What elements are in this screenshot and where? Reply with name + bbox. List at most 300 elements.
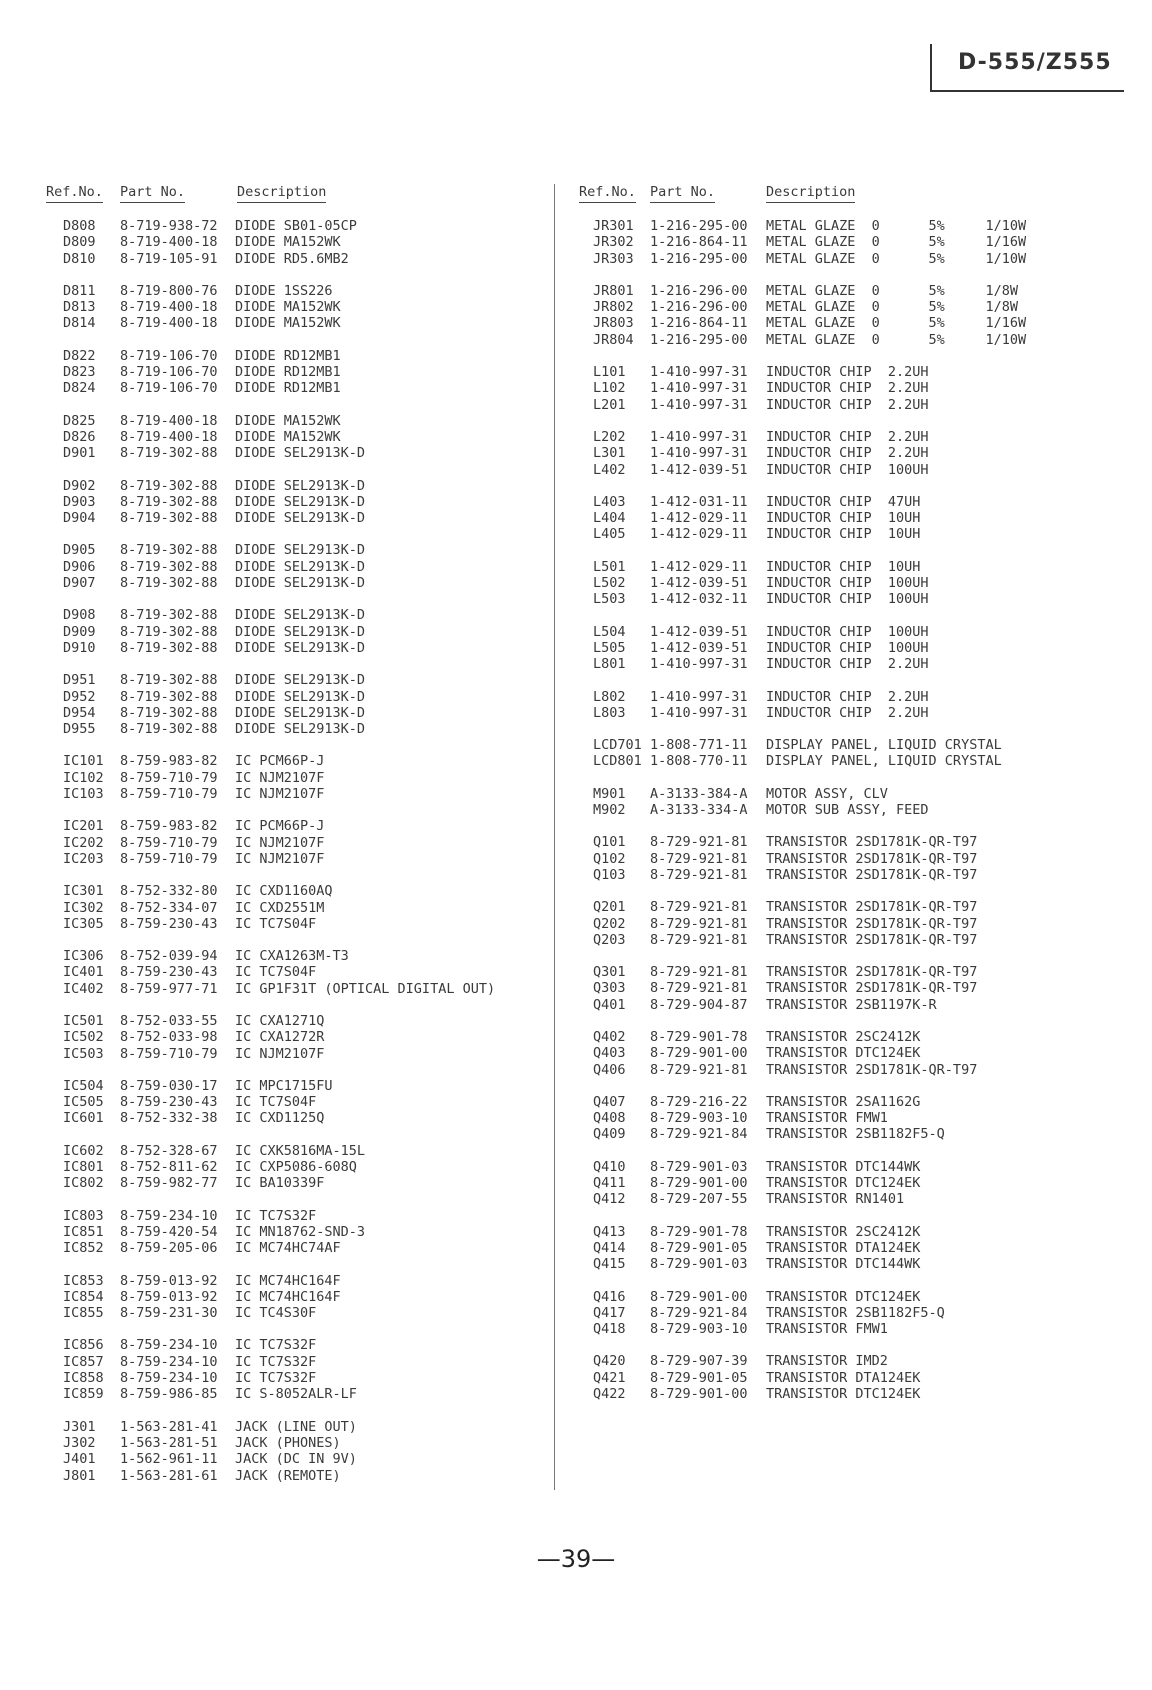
part-no: 8-719-302-88: [120, 445, 218, 462]
ref-no: LCD801: [593, 753, 642, 770]
parts-row: [579, 234, 1049, 250]
ref-no: Q402: [593, 1028, 626, 1045]
parts-row: [579, 1159, 1049, 1175]
part-group: [579, 1289, 1049, 1338]
description: IC CXK5816MA-15L: [235, 1142, 366, 1159]
description: TRANSISTOR DTC124EK: [766, 1386, 921, 1403]
part-no: 8-759-234-10: [120, 1337, 218, 1354]
description: IC CXD2551M: [235, 899, 325, 916]
ref-no: Q416: [593, 1288, 626, 1305]
description: IC CXA1272R: [235, 1029, 325, 1046]
part-group: [579, 689, 1049, 722]
part-group: [46, 413, 546, 462]
ref-no: Q421: [593, 1369, 626, 1386]
parts-row: [46, 721, 546, 737]
description: TRANSISTOR 2SD1781K-QR-T97: [766, 866, 978, 883]
parts-row: [46, 1208, 546, 1224]
ref-no: Q103: [593, 866, 626, 883]
ref-no: IC859: [63, 1386, 104, 1403]
description: DIODE SEL2913K-D: [235, 672, 366, 689]
part-no: 8-759-234-10: [120, 1207, 218, 1224]
part-no: 8-759-710-79: [120, 834, 218, 851]
part-no: 8-752-332-38: [120, 1110, 218, 1127]
part-no: 8-719-302-88: [120, 704, 218, 721]
parts-row: [46, 364, 546, 380]
parts-row: [46, 786, 546, 802]
model-number: D-555/Z555: [958, 50, 1112, 75]
ref-no: IC852: [63, 1240, 104, 1257]
parts-row: [46, 1224, 546, 1240]
ref-no: D907: [63, 575, 96, 592]
ref-no: IC301: [63, 883, 104, 900]
description: DIODE MA152WK: [235, 428, 341, 445]
parts-row: [46, 900, 546, 916]
parts-row: [46, 1078, 546, 1094]
parts-row: [579, 526, 1049, 542]
parts-row: [46, 624, 546, 640]
part-group: [46, 542, 546, 591]
description: INDUCTOR CHIP 10UH: [766, 526, 921, 543]
part-no: 8-729-921-81: [650, 1061, 748, 1078]
description: TRANSISTOR 2SD1781K-QR-T97: [766, 1061, 978, 1078]
parts-row: [46, 1029, 546, 1045]
part-no: 8-759-710-79: [120, 769, 218, 786]
part-no: 1-410-997-31: [650, 428, 748, 445]
part-group: [579, 899, 1049, 948]
part-no: 8-729-901-78: [650, 1028, 748, 1045]
description: IC MC74HC164F: [235, 1272, 341, 1289]
parts-row: [579, 397, 1049, 413]
part-no: 8-729-901-00: [650, 1288, 748, 1305]
part-no: 8-729-921-81: [650, 866, 748, 883]
parts-row: [46, 672, 546, 688]
parts-row: [579, 932, 1049, 948]
part-no: 8-729-903-10: [650, 1321, 748, 1338]
parts-row: [46, 948, 546, 964]
description: IC NJM2107F: [235, 834, 325, 851]
description: TRANSISTOR DTC124EK: [766, 1045, 921, 1062]
part-group: [46, 348, 546, 397]
ref-no: Q403: [593, 1045, 626, 1062]
part-no: 8-719-400-18: [120, 428, 218, 445]
description: TRANSISTOR 2SB1182F5-Q: [766, 1304, 945, 1321]
part-group: [579, 1094, 1049, 1143]
parts-row: [579, 1126, 1049, 1142]
part-no: 1-563-281-41: [120, 1418, 218, 1435]
description: IC TC7S32F: [235, 1370, 317, 1387]
part-group: [579, 737, 1049, 770]
part-no: 8-759-230-43: [120, 1094, 218, 1111]
description: INDUCTOR CHIP 100UH: [766, 591, 929, 608]
part-no: 8-729-901-05: [650, 1369, 748, 1386]
description: INDUCTOR CHIP 2.2UH: [766, 380, 929, 397]
part-no: 8-759-013-92: [120, 1272, 218, 1289]
part-no: 8-719-302-88: [120, 493, 218, 510]
description: IC PCM66P-J: [235, 753, 325, 770]
part-no: 1-216-295-00: [650, 331, 748, 348]
description: INDUCTOR CHIP 10UH: [766, 510, 921, 527]
description: DIODE RD5.6MB2: [235, 250, 349, 267]
part-no: 1-412-039-51: [650, 575, 748, 592]
parts-row: [46, 1305, 546, 1321]
part-no: 8-729-921-81: [650, 834, 748, 851]
part-no: 1-216-296-00: [650, 299, 748, 316]
parts-row: [46, 1273, 546, 1289]
parts-row: [46, 705, 546, 721]
part-no: 8-759-234-10: [120, 1370, 218, 1387]
ref-no: IC103: [63, 786, 104, 803]
part-no: 8-729-921-84: [650, 1126, 748, 1143]
ref-no: D902: [63, 477, 96, 494]
ref-no: IC802: [63, 1175, 104, 1192]
ref-no: D952: [63, 688, 96, 705]
description: DIODE SB01-05CP: [235, 218, 357, 234]
ref-no: JR803: [593, 315, 634, 332]
parts-row: [579, 332, 1049, 348]
part-no: 8-729-903-10: [650, 1110, 748, 1127]
ref-no: IC803: [63, 1207, 104, 1224]
column-headers-right: [579, 184, 1049, 200]
description: TRANSISTOR DTC124EK: [766, 1175, 921, 1192]
description: DIODE SEL2913K-D: [235, 721, 366, 738]
ref-no: L301: [593, 445, 626, 462]
description: TRANSISTOR 2SC2412K: [766, 1223, 921, 1240]
parts-row: [579, 1370, 1049, 1386]
parts-row: [579, 1175, 1049, 1191]
parts-row: [46, 494, 546, 510]
description: IC NJM2107F: [235, 1045, 325, 1062]
description: INDUCTOR CHIP 10UH: [766, 558, 921, 575]
part-no: 8-719-800-76: [120, 282, 218, 299]
description: IC PCM66P-J: [235, 818, 325, 835]
description: DIODE SEL2913K-D: [235, 623, 366, 640]
header-description: Description: [766, 184, 855, 203]
parts-row: [46, 851, 546, 867]
part-group: [579, 624, 1049, 673]
part-no: 8-729-907-39: [650, 1353, 748, 1370]
description: TRANSISTOR 2SA1162G: [766, 1093, 921, 1110]
part-no: 8-759-710-79: [120, 786, 218, 803]
part-no: 8-719-302-88: [120, 623, 218, 640]
description: METAL GLAZE 0 5% 1/10W: [766, 250, 1027, 267]
ref-no: J801: [63, 1467, 96, 1484]
header-part-no: Part No.: [120, 184, 185, 203]
description: INDUCTOR CHIP 2.2UH: [766, 704, 929, 721]
part-no: 1-410-997-31: [650, 704, 748, 721]
description: TRANSISTOR 2SC2412K: [766, 1028, 921, 1045]
description: IC TC7S32F: [235, 1353, 317, 1370]
column-divider: [554, 184, 555, 1490]
parts-row: [46, 1451, 546, 1467]
ref-no: Q414: [593, 1239, 626, 1256]
part-no: 8-759-982-77: [120, 1175, 218, 1192]
description: TRANSISTOR 2SD1781K-QR-T97: [766, 850, 978, 867]
part-no: 1-410-997-31: [650, 396, 748, 413]
parts-row: [46, 478, 546, 494]
description: TRANSISTOR 2SB1182F5-Q: [766, 1126, 945, 1143]
parts-row: [579, 753, 1049, 769]
description: IC TC7S04F: [235, 964, 317, 981]
parts-row: [579, 1029, 1049, 1045]
description: IC MC74HC164F: [235, 1288, 341, 1305]
ref-no: IC505: [63, 1094, 104, 1111]
parts-list-left-column: [46, 184, 546, 1484]
parts-row: [46, 1159, 546, 1175]
part-group: [46, 1078, 546, 1127]
ref-no: L402: [593, 461, 626, 478]
part-no: 8-759-710-79: [120, 850, 218, 867]
ref-no: L403: [593, 493, 626, 510]
part-no: 8-759-230-43: [120, 915, 218, 932]
ref-no: L201: [593, 396, 626, 413]
ref-no: Q408: [593, 1110, 626, 1127]
parts-row: [579, 429, 1049, 445]
description: DIODE SEL2913K-D: [235, 558, 366, 575]
ref-no: D809: [63, 234, 96, 251]
ref-no: J302: [63, 1434, 96, 1451]
part-no: A-3133-334-A: [650, 802, 748, 819]
part-no: 8-729-921-81: [650, 899, 748, 916]
part-no: 8-752-328-67: [120, 1142, 218, 1159]
parts-row: [579, 559, 1049, 575]
description: METAL GLAZE 0 5% 1/16W: [766, 234, 1027, 251]
parts-row: [46, 380, 546, 396]
parts-row: [579, 624, 1049, 640]
description: DIODE SEL2913K-D: [235, 510, 366, 527]
part-no: 8-729-921-81: [650, 931, 748, 948]
ref-no: L803: [593, 704, 626, 721]
parts-row: [46, 640, 546, 656]
description: DIODE SEL2913K-D: [235, 542, 366, 559]
parts-row: [579, 283, 1049, 299]
ref-no: D910: [63, 639, 96, 656]
parts-row: [46, 964, 546, 980]
description: METAL GLAZE 0 5% 1/8W: [766, 282, 1018, 299]
description: INDUCTOR CHIP 2.2UH: [766, 445, 929, 462]
parts-row: [46, 916, 546, 932]
part-no: 8-719-302-88: [120, 510, 218, 527]
part-group: [46, 478, 546, 527]
parts-row: [579, 834, 1049, 850]
part-no: 8-719-302-88: [120, 575, 218, 592]
ref-no: Q412: [593, 1191, 626, 1208]
description: DIODE MA152WK: [235, 234, 341, 251]
parts-row: [579, 656, 1049, 672]
description: METAL GLAZE 0 5% 1/8W: [766, 299, 1018, 316]
part-no: 1-412-039-51: [650, 623, 748, 640]
description: TRANSISTOR 2SD1781K-QR-T97: [766, 964, 978, 981]
description: IC BA10339F: [235, 1175, 325, 1192]
description: TRANSISTOR DTC124EK: [766, 1288, 921, 1305]
parts-row: [579, 867, 1049, 883]
parts-row: [46, 348, 546, 364]
ref-no: L505: [593, 639, 626, 656]
ref-no: IC402: [63, 980, 104, 997]
part-no: 8-759-030-17: [120, 1077, 218, 1094]
ref-no: D811: [63, 282, 96, 299]
parts-row: [46, 1337, 546, 1353]
parts-row: [579, 1321, 1049, 1337]
parts-row: [579, 510, 1049, 526]
part-no: 8-752-033-55: [120, 1012, 218, 1029]
description: TRANSISTOR FMW1: [766, 1321, 888, 1338]
description: DIODE SEL2913K-D: [235, 575, 366, 592]
part-no: 1-808-770-11: [650, 753, 748, 770]
description: TRANSISTOR FMW1: [766, 1110, 888, 1127]
ref-no: D955: [63, 721, 96, 738]
ref-no: M901: [593, 785, 626, 802]
description: DISPLAY PANEL, LIQUID CRYSTAL: [766, 753, 1002, 770]
part-group: [579, 1159, 1049, 1208]
part-no: 8-719-302-88: [120, 607, 218, 624]
ref-no: Q101: [593, 834, 626, 851]
part-no: 1-412-029-11: [650, 510, 748, 527]
description: INDUCTOR CHIP 2.2UH: [766, 656, 929, 673]
ref-no: IC203: [63, 850, 104, 867]
ref-no: Q413: [593, 1223, 626, 1240]
part-no: 8-719-400-18: [120, 412, 218, 429]
part-no: 1-412-039-51: [650, 461, 748, 478]
part-group: [579, 1353, 1049, 1402]
part-no: 1-563-281-51: [120, 1434, 218, 1451]
parts-row: [579, 1045, 1049, 1061]
part-group: [579, 786, 1049, 819]
parts-row: [46, 445, 546, 461]
ref-no: IC504: [63, 1077, 104, 1094]
ref-no: Q203: [593, 931, 626, 948]
description: JACK (LINE OUT): [235, 1418, 357, 1435]
description: INDUCTOR CHIP 47UH: [766, 493, 921, 510]
ref-no: L405: [593, 526, 626, 543]
description: DIODE SEL2913K-D: [235, 704, 366, 721]
column-headers-left: [46, 184, 546, 200]
ref-no: Q410: [593, 1158, 626, 1175]
parts-list-right-column: [579, 184, 1049, 1402]
part-no: 1-410-997-31: [650, 445, 748, 462]
part-no: 8-719-106-70: [120, 347, 218, 364]
part-no: 8-719-400-18: [120, 234, 218, 251]
part-no: 8-752-039-94: [120, 948, 218, 965]
parts-row: [46, 1240, 546, 1256]
ref-no: Q401: [593, 996, 626, 1013]
ref-no: D813: [63, 299, 96, 316]
parts-row: [46, 575, 546, 591]
description: INDUCTOR CHIP 100UH: [766, 639, 929, 656]
part-no: 8-719-400-18: [120, 299, 218, 316]
part-group: [46, 948, 546, 997]
ref-no: Q301: [593, 964, 626, 981]
part-no: 1-563-281-61: [120, 1467, 218, 1484]
part-no: 8-759-013-92: [120, 1288, 218, 1305]
part-group: [46, 607, 546, 656]
part-no: 1-412-039-51: [650, 639, 748, 656]
description: IC TC7S04F: [235, 1094, 317, 1111]
parts-row: [46, 607, 546, 623]
ref-no: Q406: [593, 1061, 626, 1078]
parts-row: [579, 591, 1049, 607]
ref-no: IC102: [63, 769, 104, 786]
parts-row: [46, 1386, 546, 1402]
parts-row: [579, 575, 1049, 591]
parts-row: [579, 802, 1049, 818]
parts-row: [46, 883, 546, 899]
ref-no: D825: [63, 412, 96, 429]
part-no: 8-759-710-79: [120, 1045, 218, 1062]
ref-no: IC401: [63, 964, 104, 981]
description: DIODE SEL2913K-D: [235, 445, 366, 462]
ref-no: IC855: [63, 1305, 104, 1322]
part-no: 8-729-901-78: [650, 1223, 748, 1240]
description: INDUCTOR CHIP 2.2UH: [766, 428, 929, 445]
parts-row: [46, 251, 546, 267]
ref-no: IC858: [63, 1370, 104, 1387]
ref-no: L202: [593, 428, 626, 445]
description: IC TC4S30F: [235, 1305, 317, 1322]
description: TRANSISTOR 2SD1781K-QR-T97: [766, 980, 978, 997]
part-no: 8-729-901-03: [650, 1158, 748, 1175]
parts-row: [579, 1386, 1049, 1402]
part-no: 8-729-901-05: [650, 1239, 748, 1256]
parts-row: [46, 981, 546, 997]
description: DIODE SEL2913K-D: [235, 477, 366, 494]
ref-no: JR802: [593, 299, 634, 316]
ref-no: L802: [593, 688, 626, 705]
part-no: 8-719-302-88: [120, 672, 218, 689]
parts-row: [46, 1094, 546, 1110]
description: TRANSISTOR IMD2: [766, 1353, 888, 1370]
part-no: 8-719-400-18: [120, 315, 218, 332]
part-no: 8-759-977-71: [120, 980, 218, 997]
description: JACK (PHONES): [235, 1434, 341, 1451]
part-no: 8-759-983-82: [120, 818, 218, 835]
description: JACK (REMOTE): [235, 1467, 341, 1484]
part-no: 8-729-921-81: [650, 850, 748, 867]
parts-row: [579, 364, 1049, 380]
parts-row: [579, 786, 1049, 802]
ref-no: Q420: [593, 1353, 626, 1370]
part-no: 8-729-901-00: [650, 1045, 748, 1062]
part-no: 8-729-921-84: [650, 1304, 748, 1321]
ref-no: D903: [63, 493, 96, 510]
part-no: 8-719-302-88: [120, 688, 218, 705]
ref-no: IC305: [63, 915, 104, 932]
ref-no: IC201: [63, 818, 104, 835]
part-group: [579, 283, 1049, 348]
description: IC S-8052ALR-LF: [235, 1386, 357, 1403]
ref-no: JR302: [593, 234, 634, 251]
ref-no: D906: [63, 558, 96, 575]
parts-row: [579, 964, 1049, 980]
parts-row: [46, 835, 546, 851]
description: IC TC7S32F: [235, 1207, 317, 1224]
part-group: [579, 834, 1049, 883]
description: DIODE SEL2913K-D: [235, 607, 366, 624]
description: IC NJM2107F: [235, 850, 325, 867]
ref-no: L501: [593, 558, 626, 575]
part-group: [46, 1208, 546, 1257]
description: IC CXP5086-608Q: [235, 1159, 357, 1176]
part-no: 1-410-997-31: [650, 688, 748, 705]
part-no: 8-752-033-98: [120, 1029, 218, 1046]
ref-no: Q411: [593, 1175, 626, 1192]
part-no: 8-729-207-55: [650, 1191, 748, 1208]
ref-no: L404: [593, 510, 626, 527]
parts-row: [579, 251, 1049, 267]
ref-no: D822: [63, 347, 96, 364]
description: INDUCTOR CHIP 2.2UH: [766, 396, 929, 413]
description: TRANSISTOR 2SD1781K-QR-T97: [766, 915, 978, 932]
description: MOTOR SUB ASSY, FEED: [766, 802, 929, 819]
